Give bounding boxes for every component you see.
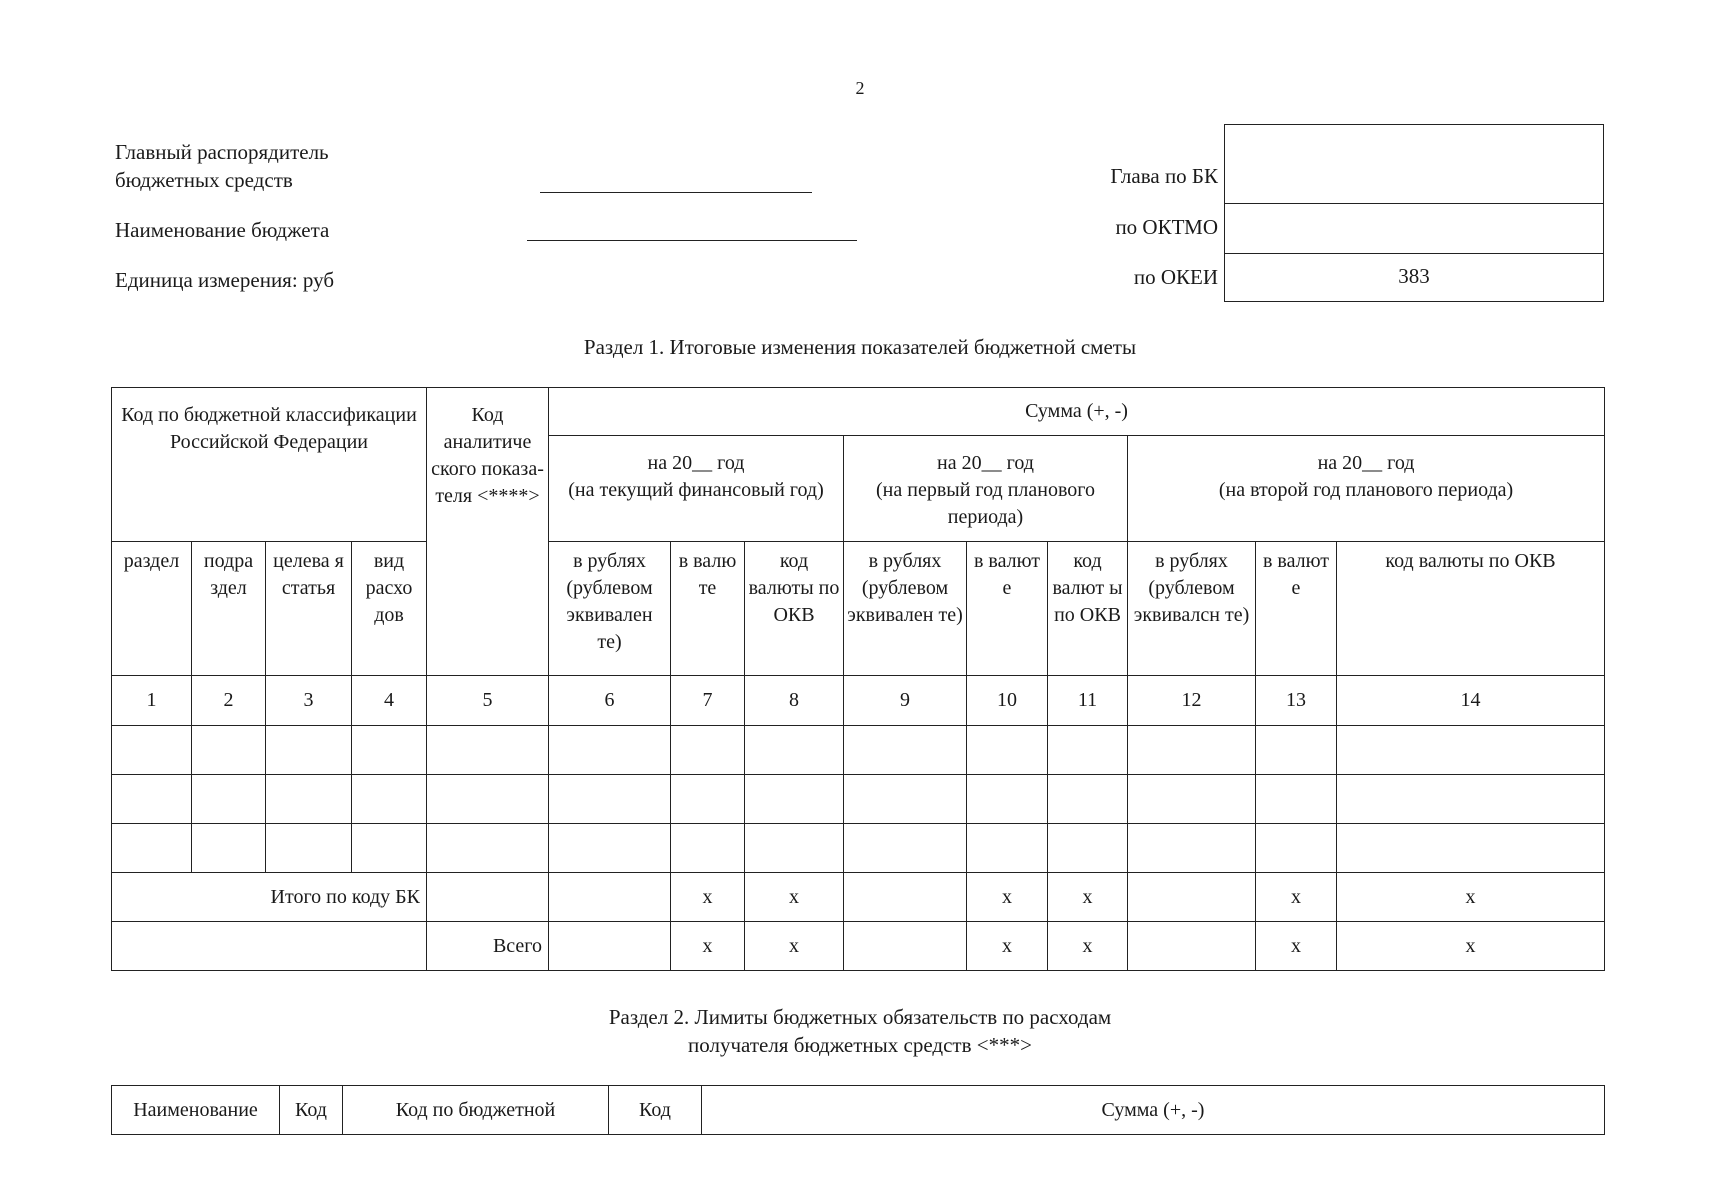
okei-value: 383 [1398,264,1430,288]
table-row [112,726,1605,775]
table-row [112,824,1605,873]
empty-cell[interactable] [844,824,967,873]
budget-name-field[interactable] [527,240,857,241]
empty-cell[interactable] [427,726,549,775]
empty-cell[interactable] [1256,824,1337,873]
x-mark: x [1337,922,1605,971]
empty-cell[interactable] [1048,726,1128,775]
empty-cell[interactable] [192,824,266,873]
empty-cell[interactable] [1337,824,1605,873]
col-number: 10 [967,676,1048,726]
x-mark: x [1256,922,1337,971]
head-okv-current: код валюты по ОКВ [745,542,844,676]
x-mark: x [1256,873,1337,922]
empty-cell[interactable] [844,873,967,922]
bk-code-field[interactable] [1225,203,1603,204]
col-number: 5 [427,676,549,726]
empty-cell[interactable] [1128,922,1256,971]
empty-cell[interactable] [427,775,549,824]
empty-cell[interactable] [112,824,192,873]
okei-label: по ОКЕИ [1133,265,1218,289]
s2-head-code: Код [280,1086,343,1135]
empty-cell[interactable] [844,775,967,824]
col-number: 11 [1048,676,1128,726]
empty-cell[interactable] [266,824,352,873]
empty-cell[interactable] [745,775,844,824]
empty-cell[interactable] [671,726,745,775]
col-number: 2 [192,676,266,726]
s2-head-name: Наименование [112,1086,280,1135]
x-mark: x [671,922,745,971]
head-rub-second: в рублях (рублевом эквивалсн те) [1128,542,1256,676]
table-row [112,775,1605,824]
page-number: 2 [855,78,865,98]
empty-cell[interactable] [1256,775,1337,824]
empty-cell[interactable] [352,775,427,824]
codes-box [1224,124,1604,302]
total-bk-row [112,873,1605,922]
empty-cell[interactable] [549,775,671,824]
col-number: 4 [352,676,427,726]
x-mark: x [1048,873,1128,922]
head-analytic-code: Код аналитиче ского показа-теля <****> [427,388,549,676]
empty-cell [112,922,427,971]
main-manager-label: Главный распорядитель бюджетных средств [115,140,329,192]
empty-cell[interactable] [1128,726,1256,775]
empty-cell[interactable] [427,824,549,873]
unit-label: Единица измерения: руб [115,268,335,292]
empty-cell[interactable] [671,775,745,824]
empty-cell[interactable] [967,726,1048,775]
head-okv-first: код валют ы по ОКВ [1048,542,1128,676]
empty-cell[interactable] [549,873,671,922]
oktmo-label: по ОКТМО [1115,215,1218,239]
head-bk-code: Код по бюджетной классификации Российской Федерации [112,388,427,542]
empty-cell[interactable] [1128,824,1256,873]
empty-cell[interactable] [427,873,549,922]
section2-table [111,1085,1605,1135]
empty-cell[interactable] [192,726,266,775]
head-rub-first: в рублях (рублевом эквивален те) [844,542,967,676]
total-bk-label: Итого по коду БК [112,873,427,922]
col-number: 6 [549,676,671,726]
empty-cell[interactable] [1337,726,1605,775]
column-number-row [112,676,1605,726]
x-mark: x [1337,873,1605,922]
head-rub-current: в рублях (рублевом эквивален те) [549,542,671,676]
empty-cell[interactable] [112,726,192,775]
empty-cell[interactable] [1128,873,1256,922]
head-vid: вид расхо дов [352,542,427,676]
head-podrazdel: подра здел [192,542,266,676]
total-all-label: Всего [427,922,549,971]
empty-cell[interactable] [745,726,844,775]
empty-cell[interactable] [1048,775,1128,824]
head-year-second: на 20__ год (на второй год планового периода) [1128,436,1605,542]
empty-cell[interactable] [192,775,266,824]
head-val-second: в валют е [1256,542,1337,676]
empty-cell[interactable] [1128,775,1256,824]
head-celevaya: целева я статья [266,542,352,676]
col-number: 14 [1337,676,1605,726]
main-manager-field[interactable] [540,192,812,193]
empty-cell[interactable] [967,824,1048,873]
head-val-first: в валют е [967,542,1048,676]
x-mark: x [671,873,745,922]
head-razdel: раздел [112,542,192,676]
head-sum: Сумма (+, -) [549,388,1605,436]
x-mark: x [745,873,844,922]
empty-cell[interactable] [1256,726,1337,775]
empty-cell[interactable] [745,824,844,873]
empty-cell[interactable] [967,775,1048,824]
head-year-first: на 20__ год (на первый год планового периода) [844,436,1128,542]
col-number: 13 [1256,676,1337,726]
section1-table [111,387,1605,971]
empty-cell[interactable] [1048,824,1128,873]
col-number: 9 [844,676,967,726]
empty-cell[interactable] [266,726,352,775]
x-mark: x [745,922,844,971]
section2-title: Раздел 2. Лимиты бюджетных обязательств по расходам получателя бюджетных средств <***> [608,1005,1112,1057]
section1-title: Раздел 1. Итоговые изменения показателей бюджетной сметы [583,335,1137,359]
empty-cell[interactable] [266,775,352,824]
col-number: 12 [1128,676,1256,726]
empty-cell[interactable] [844,726,967,775]
x-mark: x [967,873,1048,922]
empty-cell[interactable] [1337,775,1605,824]
empty-cell[interactable] [549,922,671,971]
s2-head-code2: Код [609,1086,702,1135]
s2-head-sum: Сумма (+, -) [702,1086,1605,1135]
empty-cell[interactable] [671,824,745,873]
empty-cell[interactable] [112,775,192,824]
head-year-current: на 20__ год (на текущий финансовый год) [549,436,844,542]
s2-head-bk-code: Код по бюджетной [343,1086,609,1135]
bk-chapter-label: Глава по БК [1110,164,1218,188]
head-okv-second: код валюты по ОКВ [1337,542,1605,676]
col-number: 8 [745,676,844,726]
x-mark: x [967,922,1048,971]
oktmo-code-field[interactable] [1225,253,1603,254]
empty-cell[interactable] [844,922,967,971]
col-number: 7 [671,676,745,726]
empty-cell[interactable] [549,726,671,775]
empty-cell[interactable] [352,726,427,775]
empty-cell[interactable] [549,824,671,873]
head-val-current: в валю те [671,542,745,676]
total-all-row [112,922,1605,971]
empty-cell[interactable] [352,824,427,873]
budget-name-label: Наименование бюджета [115,218,330,242]
x-mark: x [1048,922,1128,971]
col-number: 1 [112,676,192,726]
col-number: 3 [266,676,352,726]
